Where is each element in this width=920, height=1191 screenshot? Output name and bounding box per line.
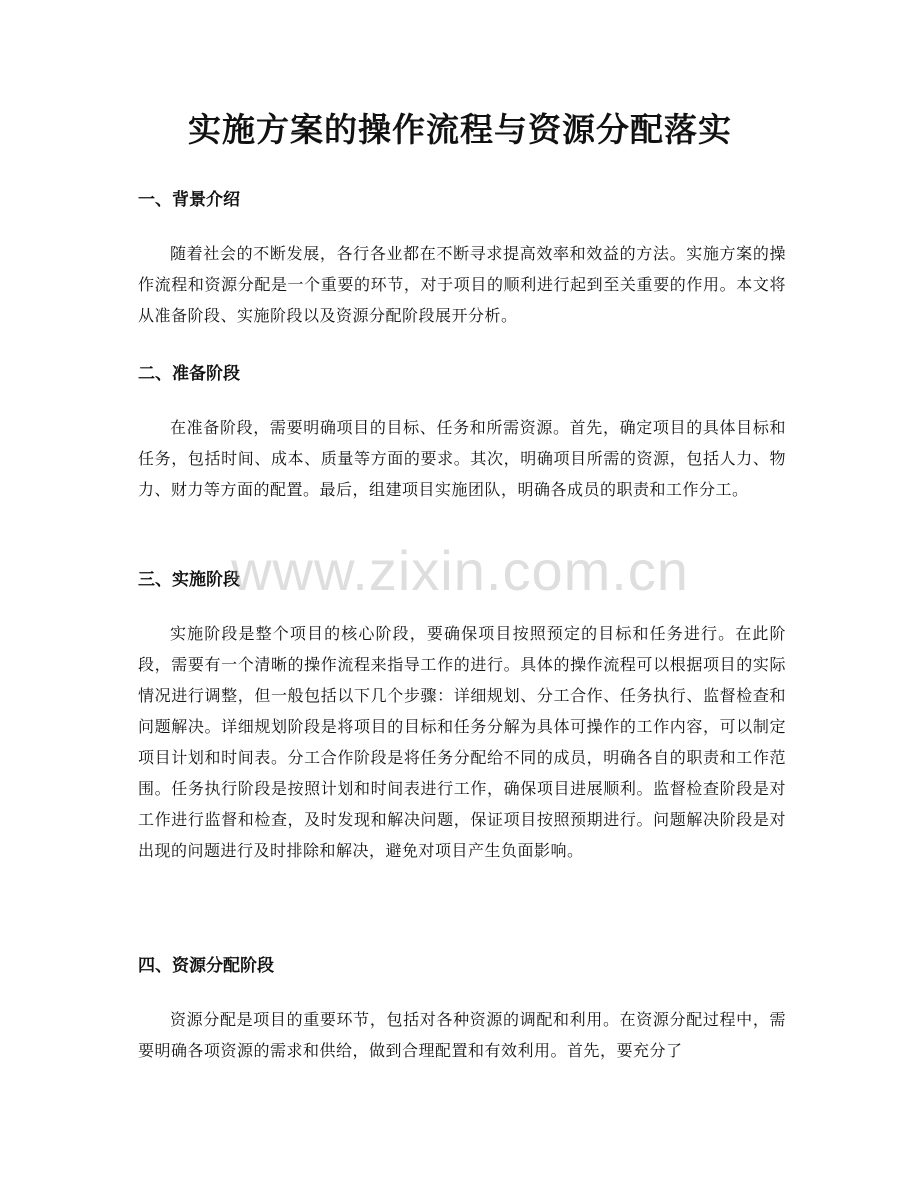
section-paragraph: 实施阶段是整个项目的核心阶段，要确保项目按照预定的目标和任务进行。在此阶段，需要有一个清晰的操作流程来指导工作的进行。具体的操作流程可以根据项目的实际情况进行调整，但一般包括以下几个步骤：详细规划、分工合作、任务执行、监督检查和问题解决。详细规划阶段是将项目的目标和任务分解为具体可操作的工作内容，可以制定项目计划和时间表。分工合作阶段是将任务分配给不同的成员，明确各自的职责和工作范围。任务执行阶段是按照计划和时间表进行工作，确保项目进展顺利。监督检查阶段是对工作进行监督和检查，及时发现和解决问题，保证项目按照预期进行。问题解决阶段是对出现的问题进行及时排除和解决，避免对项目产生负面影响。 bbox=[138, 624, 786, 860]
section-heading: 三、实施阶段 bbox=[138, 570, 240, 590]
watermark: www.zixin.com.cn bbox=[231, 539, 689, 602]
section-heading: 二、准备阶段 bbox=[138, 364, 240, 384]
section-resource-allocation bbox=[138, 952, 786, 1066]
section-paragraph: 资源分配是项目的重要环节，包括对各种资源的调配和利用。在资源分配过程中，需要明确各项资源的需求和供给，做到合理配置和有效利用。首先，要充分了 bbox=[138, 1010, 786, 1060]
section-paragraph: 在准备阶段，需要明确项目的目标、任务和所需资源。首先，确定项目的具体目标和任务，包括时间、成本、质量等方面的要求。其次，明确项目所需的资源，包括人力、物力、财力等方面的配置。最后，组建项目实施团队，明确各成员的职责和工作分工。 bbox=[138, 418, 786, 499]
section-background bbox=[138, 186, 786, 331]
document-title: 实施方案的操作流程与资源分配落实 bbox=[188, 110, 732, 149]
section-paragraph: 随着社会的不断发展，各行各业都在不断寻求提高效率和效益的方法。实施方案的操作流程和资源分配是一个重要的环节，对于项目的顺利进行起到至关重要的作用。本文将从准备阶段、实施阶段以及资源分配阶段展开分析。 bbox=[138, 244, 786, 325]
section-heading: 四、资源分配阶段 bbox=[138, 956, 274, 976]
section-preparation bbox=[138, 360, 786, 505]
section-implementation bbox=[138, 566, 786, 866]
section-heading: 一、背景介绍 bbox=[138, 190, 240, 210]
